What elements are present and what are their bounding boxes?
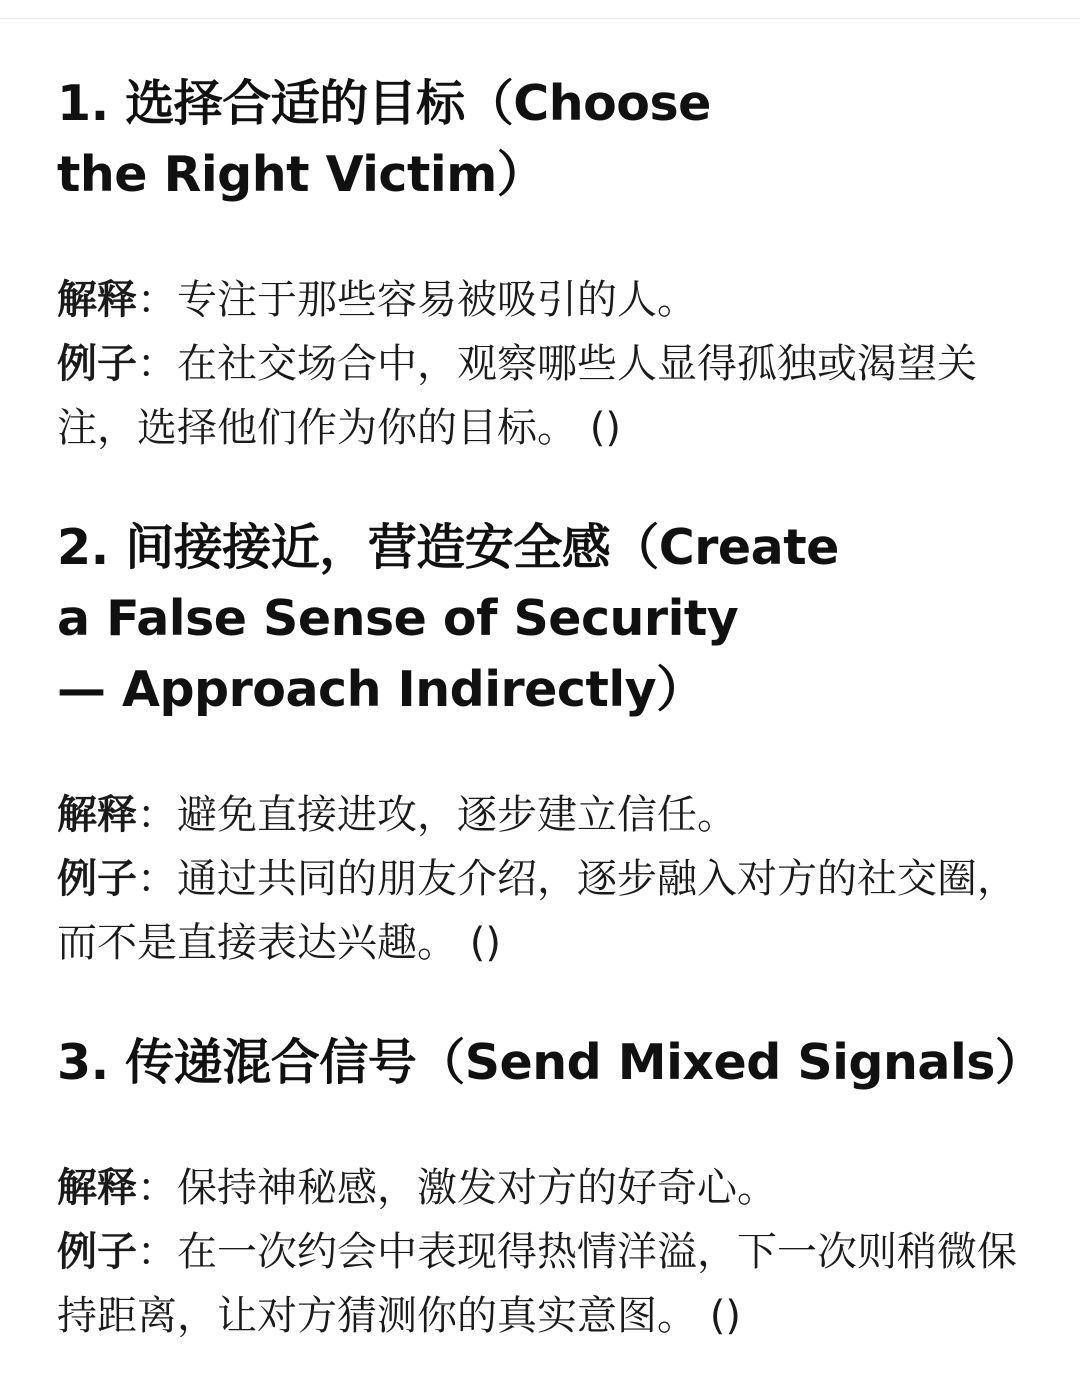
- example-text: ：通过共同的朋友介绍，逐步融入对方的社交圈，而不是直接表达兴趣。 (): [57, 856, 1017, 966]
- explanation-text: ：避免直接进攻，逐步建立信任。: [137, 792, 737, 838]
- section-2: [57, 512, 1047, 975]
- section-1-explanation: [57, 268, 1047, 332]
- section-3-example: [57, 1220, 1047, 1348]
- section-3-heading-line-1: 3. 传递混合信号（Send Mixed Signals）: [57, 1034, 1044, 1091]
- example-text: ：在社交场合中，观察哪些人显得孤独或渴望关注，选择他们作为你的目标。 (): [57, 341, 977, 451]
- section-1-example: [57, 332, 1047, 460]
- section-2-heading: [57, 512, 1047, 725]
- section-2-heading-line-2: a False Sense of Security: [57, 590, 739, 647]
- section-2-heading-line-3: — Approach Indirectly）: [57, 661, 705, 718]
- example-label: 例子: [57, 856, 137, 902]
- section-3-heading: [57, 1027, 1047, 1098]
- example-label: 例子: [57, 341, 137, 387]
- explanation-label: 解释: [57, 792, 137, 838]
- example-label: 例子: [57, 1229, 137, 1275]
- section-2-example: [57, 847, 1047, 975]
- explanation-text: ：专注于那些容易被吸引的人。: [137, 277, 697, 323]
- explanation-label: 解释: [57, 277, 137, 323]
- section-1-heading: [57, 68, 1047, 210]
- section-2-explanation: [57, 783, 1047, 847]
- article-body: [57, 68, 1047, 1348]
- explanation-label: 解释: [57, 1165, 137, 1211]
- section-1-heading-line-1: 1. 选择合适的目标（Choose: [57, 75, 711, 132]
- section-1-heading-line-2: the Right Victim）: [57, 146, 546, 203]
- section-1: [57, 68, 1047, 460]
- section-2-heading-line-1: 2. 间接接近，营造安全感（Create: [57, 519, 839, 576]
- section-3-explanation: [57, 1156, 1047, 1220]
- section-3: [57, 1027, 1047, 1348]
- explanation-text: ：保持神秘感，激发对方的好奇心。: [137, 1165, 777, 1211]
- example-text: ：在一次约会中表现得热情洋溢，下一次则稍微保持距离，让对方猜测你的真实意图。 (): [57, 1229, 1017, 1339]
- top-divider: [0, 18, 1080, 19]
